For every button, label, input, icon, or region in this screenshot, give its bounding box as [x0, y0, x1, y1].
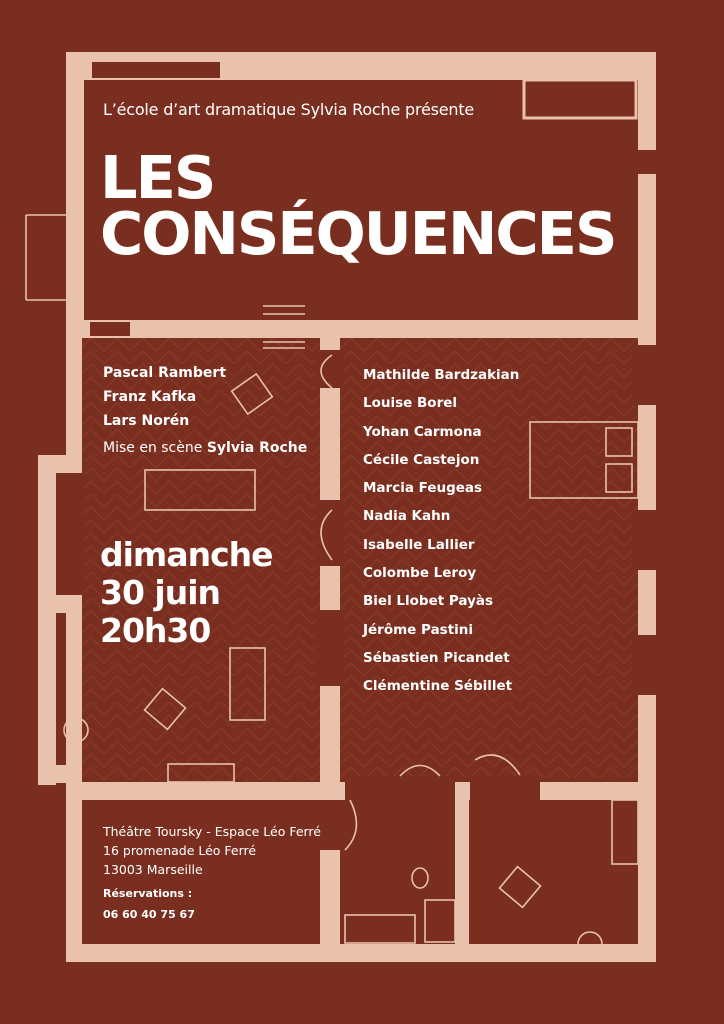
wall-left-top — [66, 52, 84, 322]
cast-member: Louise Borel — [363, 395, 458, 412]
reservation-label: Réservations : — [103, 887, 193, 900]
cast-member: Nadia Kahn — [363, 508, 451, 525]
date-time: 20h30 — [100, 611, 211, 650]
author-item: Pascal Rambert — [103, 365, 227, 381]
authors-list — [103, 361, 226, 433]
cast-member: Cécile Castejon — [363, 451, 480, 468]
cast-member: Clémentine Sébillet — [363, 678, 513, 695]
reservations — [103, 883, 195, 925]
staging-name: Sylvia Roche — [206, 440, 308, 456]
wall-bottom — [66, 944, 506, 962]
venue-city: 13003 Marseille — [103, 862, 203, 877]
reservation-phone[interactable]: 06 60 40 75 67 — [103, 908, 195, 921]
cast-member: Marcia Feugeas — [363, 480, 483, 497]
venue-address — [103, 822, 321, 879]
date-date: 30 juin — [100, 573, 221, 612]
author-item: Lars Norén — [103, 413, 190, 429]
wall-middle-horizontal — [66, 320, 656, 338]
title-line-1: LES — [100, 143, 215, 212]
presenter-line: L’école d’art dramatique Sylvia Roche présente — [103, 100, 475, 119]
cast-member: Yohan Carmona — [363, 423, 482, 440]
staging-prefix: Mise en scène — [103, 440, 203, 456]
author-item: Franz Kafka — [103, 389, 197, 405]
venue-street: 16 promenade Léo Ferré — [103, 843, 257, 858]
venue-name: Théâtre Toursky - Espace Léo Ferré — [103, 824, 321, 839]
cast-list — [363, 361, 519, 701]
performance-date — [100, 536, 273, 650]
cast-member: Sébastien Picandet — [363, 649, 510, 666]
date-day: dimanche — [100, 535, 273, 574]
cast-member: Mathilde Bardzakian — [363, 367, 520, 383]
show-title — [100, 143, 616, 268]
staging-credit — [103, 440, 307, 456]
cast-member: Biel Llobet Payàs — [363, 593, 494, 610]
title-line-2: CONSÉQUENCES — [100, 199, 616, 268]
cast-member: Isabelle Lallier — [363, 536, 475, 553]
cast-member: Jérôme Pastini — [363, 621, 474, 638]
cast-member: Colombe Leroy — [363, 565, 477, 582]
